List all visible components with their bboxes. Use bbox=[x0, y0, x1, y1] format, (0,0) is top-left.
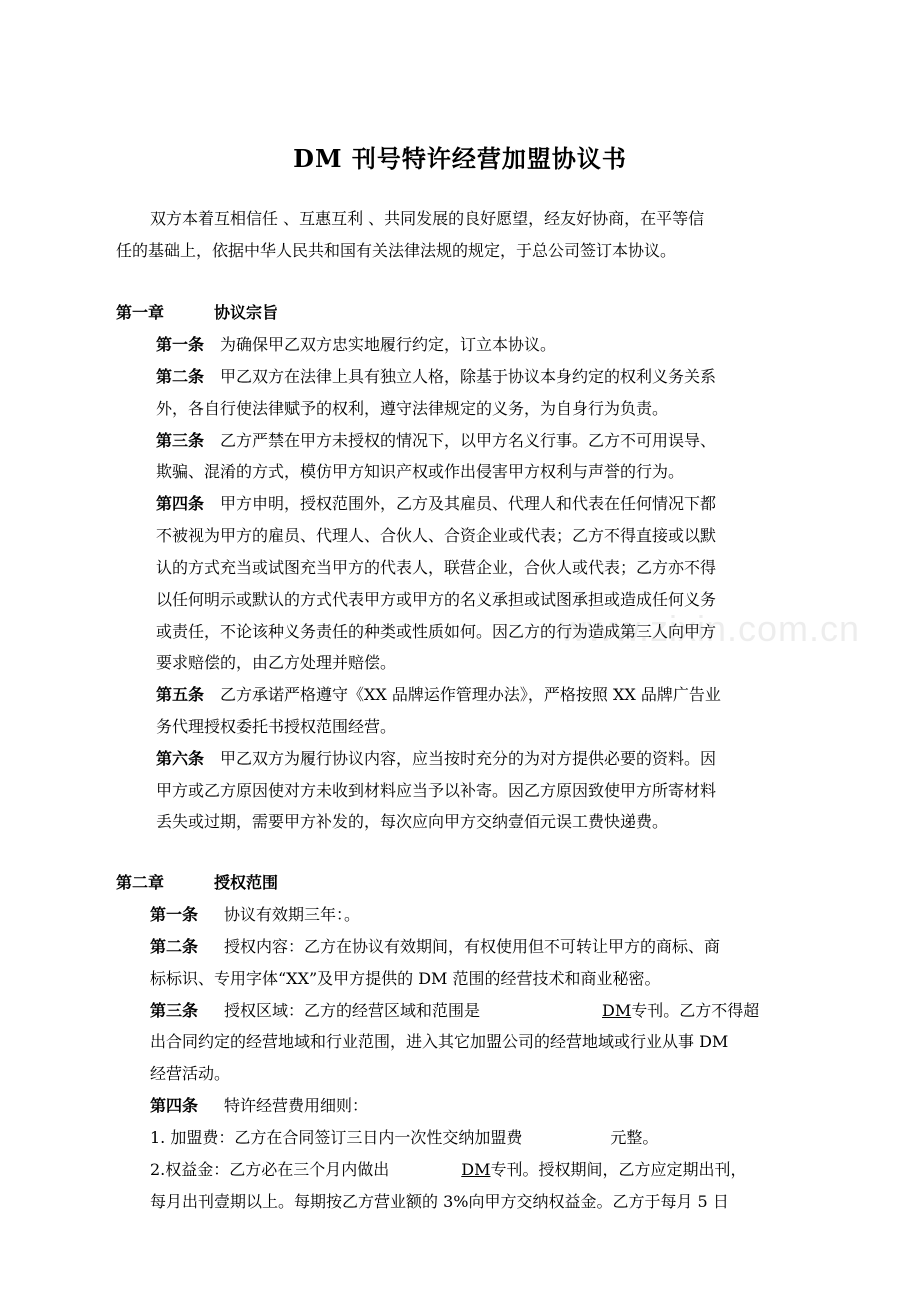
article-label: 第三条 bbox=[156, 431, 205, 450]
fee-item-2-tail: 专刊。授权期间，乙方应定期出刊， bbox=[490, 1160, 747, 1179]
chapter-1-number: 第一章 bbox=[116, 303, 165, 322]
article-label: 第六条 bbox=[156, 749, 205, 768]
region-blank: DM bbox=[602, 1001, 632, 1020]
fee-item-2-cont: 每月出刊壹期以上。每期按乙方营业额的 3%向甲方交纳权益金。乙方于每月 5 日 bbox=[150, 1192, 729, 1211]
chapter-1-title: 协议宗旨 bbox=[214, 303, 279, 322]
ch1-article-2 bbox=[156, 366, 716, 388]
ch1-article-1 bbox=[156, 334, 556, 356]
ch1-article-4-cont-3: 以任何明示或默认的方式代表甲方或甲方的名义承担或试图承担或造成任何义务 bbox=[156, 590, 717, 609]
fee-item-2-text: 2.权益金：乙方必在三个月内做出 bbox=[150, 1160, 390, 1179]
article-text: 甲乙双方为履行协议内容，应当按时充分的为对方提供必要的资料。因 bbox=[220, 749, 717, 768]
article-label: 第二条 bbox=[150, 937, 199, 956]
ch2-article-3 bbox=[150, 1000, 759, 1022]
article-text: 乙方承诺严格遵守《XX 品牌运作管理办法》，严格按照 XX 品牌广告业 bbox=[220, 685, 721, 704]
article-text-tail: 专刊。乙方不得超 bbox=[631, 1001, 760, 1020]
article-text: 授权内容：乙方在协议有效期间，有权使用但不可转让甲方的商标、商 bbox=[224, 937, 721, 956]
fee-item-1-tail: 元整。 bbox=[610, 1128, 659, 1147]
article-label: 第四条 bbox=[156, 494, 205, 513]
chapter-1-heading bbox=[116, 302, 278, 324]
ch2-article-3-cont-1: 出合同约定的经营地域和行业范围，进入其它加盟公司的经营地域或行业从事 DM bbox=[150, 1032, 729, 1051]
document-title: DM 刊号特许经营加盟协议书 bbox=[293, 144, 627, 173]
ch1-article-6-cont-2: 丢失或过期，需要甲方补发的，每次应向甲方交纳壹佰元误工费快递费。 bbox=[156, 812, 669, 831]
article-label: 第三条 bbox=[150, 1001, 199, 1020]
article-label: 第一条 bbox=[156, 335, 205, 354]
issue-blank: DM bbox=[461, 1160, 491, 1179]
ch1-article-5 bbox=[156, 684, 721, 706]
ch1-article-5-cont: 务代理授权委托书授权范围经营。 bbox=[156, 717, 397, 736]
chapter-2-heading bbox=[116, 872, 278, 894]
ch1-article-2-cont: 外，各自行使法律赋予的权利，遵守法律规定的义务，为自身行为负责。 bbox=[156, 399, 669, 418]
ch2-article-1 bbox=[150, 904, 360, 926]
article-text: 特许经营费用细则： bbox=[224, 1096, 369, 1115]
article-text: 乙方严禁在甲方未授权的情况下，以甲方名义行事。乙方不可用误导、 bbox=[220, 431, 717, 450]
article-text: 协议有效期三年：。 bbox=[224, 905, 361, 924]
fee-item-1-text: 1. 加盟费：乙方在合同签订三日内一次性交纳加盟费 bbox=[150, 1128, 523, 1147]
fee-item-2 bbox=[150, 1159, 747, 1181]
fee-blank bbox=[522, 1128, 610, 1147]
ch1-article-6 bbox=[156, 748, 716, 770]
article-label: 第四条 bbox=[150, 1096, 199, 1115]
article-text: 授权区域：乙方的经营区域和范围是 bbox=[224, 1001, 481, 1020]
ch1-article-6-cont-1: 甲方或乙方原因使对方未收到材料应当予以补寄。因乙方原因致使甲方所寄材料 bbox=[156, 781, 717, 800]
ch1-article-4-cont-2: 认的方式充当或试图充当甲方的代表人，联营企业，合伙人或代表；乙方亦不得 bbox=[156, 558, 717, 577]
ch1-article-4 bbox=[156, 493, 716, 515]
chapter-2-title: 授权范围 bbox=[214, 873, 279, 892]
article-label: 第二条 bbox=[156, 367, 205, 386]
article-label: 第五条 bbox=[156, 685, 205, 704]
ch2-article-2 bbox=[150, 936, 720, 958]
article-text: 甲乙双方在法律上具有独立人格，除基于协议本身约定的权利义务关系 bbox=[220, 367, 717, 386]
ch1-article-3-cont: 欺骗、混淆的方式，模仿甲方知识产权或作出侵害甲方权利与声誉的行为。 bbox=[156, 462, 685, 481]
article-label: 第一条 bbox=[150, 905, 199, 924]
ch2-article-2-cont: 标标识、专用字体“XX”及甲方提供的 DM 范围的经营技术和商业秘密。 bbox=[150, 969, 661, 988]
ch1-article-4-cont-5: 要求赔偿的，由乙方处理并赔偿。 bbox=[156, 653, 397, 672]
article-text: 为确保甲乙双方忠实地履行约定，订立本协议。 bbox=[220, 335, 557, 354]
chapter-2-number: 第二章 bbox=[116, 873, 165, 892]
intro-line-1: 双方本着互相信任 、互惠互利 、共同发展的良好愿望，经友好协商，在平等信 bbox=[150, 209, 705, 228]
ch1-article-4-cont-1: 不被视为甲方的雇员、代理人、合伙人、合资企业或代表；乙方不得直接或以默 bbox=[156, 526, 717, 545]
fee-item-1 bbox=[150, 1127, 658, 1149]
watermark: www.zixin.com.cn bbox=[560, 608, 861, 649]
ch2-article-3-cont-2: 经营活动。 bbox=[150, 1064, 231, 1083]
ch1-article-4-cont-4: 或责任，不论该种义务责任的种类或性质如何。因乙方的行为造成第三人向甲方 bbox=[156, 622, 717, 641]
article-text: 甲方申明，授权范围外，乙方及其雇员、代理人和代表在任何情况下都 bbox=[220, 494, 717, 513]
ch1-article-3 bbox=[156, 430, 716, 452]
ch2-article-4 bbox=[150, 1095, 368, 1117]
intro-line-2: 任的基础上，依据中华人民共和国有关法律法规的规定，于总公司签订本协议。 bbox=[116, 241, 677, 260]
